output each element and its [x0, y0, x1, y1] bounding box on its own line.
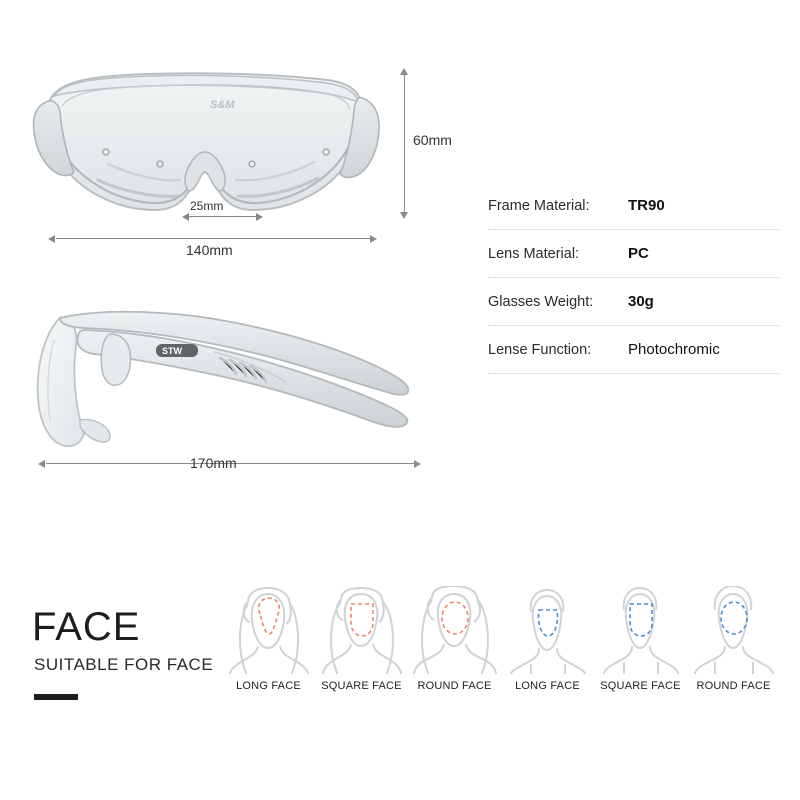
long-face-male-icon [501, 586, 594, 676]
spec-row-glasses-weight [488, 278, 780, 326]
face-shape-caption: LONG FACE [236, 680, 301, 692]
spec-value: Photochromic [628, 341, 720, 358]
face-shape-caption: SQUARE FACE [321, 680, 402, 692]
face-section-title: FACE [32, 605, 141, 649]
face-shape-item [501, 586, 594, 692]
face-shape-caption: SQUARE FACE [600, 680, 681, 692]
face-shape-item [594, 586, 687, 692]
spec-key: Lense Function: [488, 341, 592, 358]
face-shape-caption: ROUND FACE [417, 680, 492, 692]
round-face-male-icon [687, 586, 780, 676]
spec-key: Glasses Weight: [488, 293, 594, 310]
round-face-female-icon [408, 586, 501, 676]
face-shape-item [687, 586, 780, 692]
face-shape-item [315, 586, 408, 692]
square-face-male-icon [594, 586, 687, 676]
spec-row-lens-material [488, 230, 780, 278]
dimension-height-label: 60mm [413, 132, 452, 148]
dimension-length-label: 170mm [190, 455, 237, 471]
spec-key: Lens Material: [488, 245, 580, 262]
spec-row-lense-function [488, 326, 780, 374]
specification-table [488, 182, 780, 374]
face-shape-caption: ROUND FACE [696, 680, 771, 692]
spec-value: PC [628, 245, 649, 262]
glasses-side-view-image [24, 300, 424, 460]
dimension-width-label: 140mm [186, 242, 233, 258]
spec-row-frame-material [488, 182, 780, 230]
spec-key: Frame Material: [488, 197, 590, 214]
face-section-underline [34, 694, 78, 700]
face-section-subtitle: SUITABLE FOR FACE [34, 655, 214, 674]
face-shape-item [222, 586, 315, 692]
spec-value: TR90 [628, 197, 665, 214]
brand-mark-side: STW [162, 346, 182, 356]
square-face-female-icon [315, 586, 408, 676]
face-shape-list [222, 586, 782, 692]
brand-mark-front: S&M [210, 99, 235, 111]
face-shape-caption: LONG FACE [515, 680, 580, 692]
long-face-female-icon [222, 586, 315, 676]
face-shape-item [408, 586, 501, 692]
dimension-bridge-label: 25mm [190, 199, 224, 213]
glasses-front-view-image [28, 60, 398, 240]
spec-value: 30g [628, 293, 654, 310]
